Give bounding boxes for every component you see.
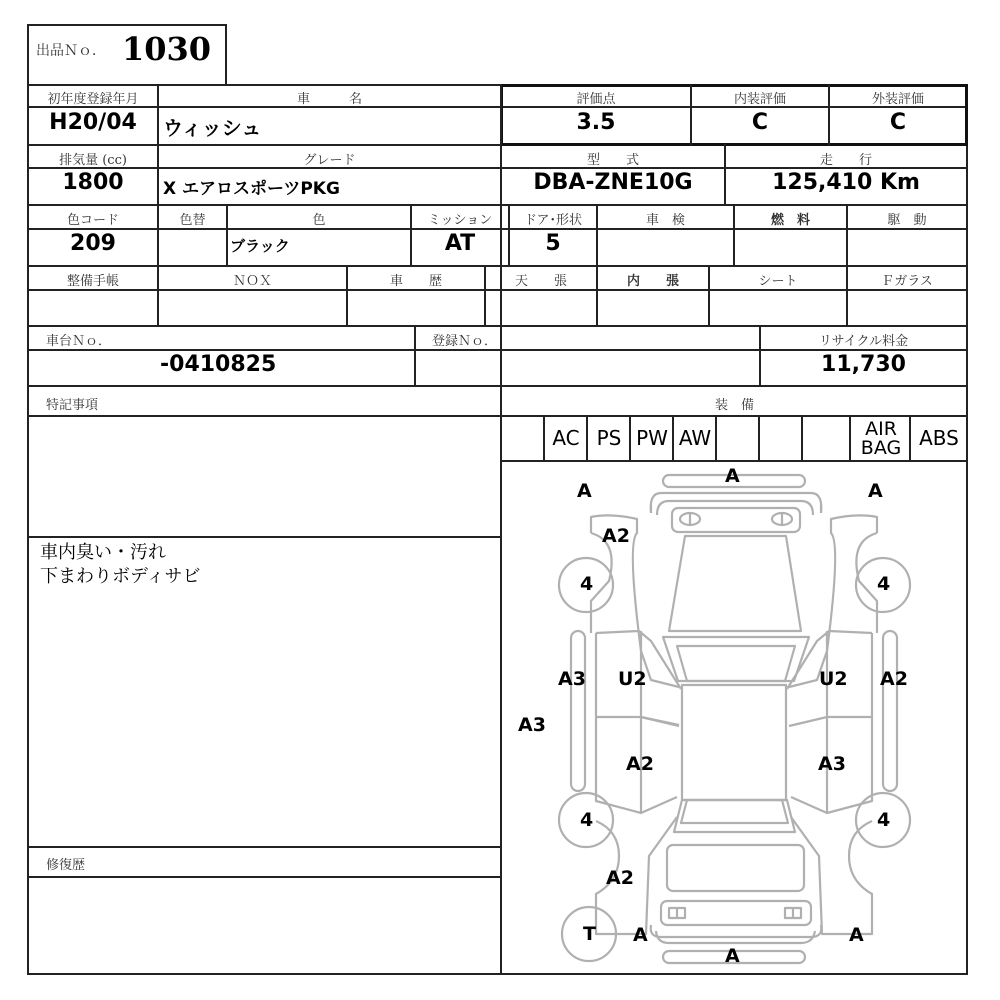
notes-label: 特記事項 — [46, 398, 99, 413]
interior-value: C — [751, 110, 769, 135]
car-diagram — [501, 461, 967, 974]
car-name-label: 車 名 — [296, 92, 362, 107]
rear-window — [669, 536, 801, 631]
rear-bumper — [651, 493, 822, 513]
damage-mark-front-right-tire: 4 — [877, 809, 891, 831]
exterior-label: 外装評価 — [871, 92, 924, 107]
damage-mark-left-front-door: A2 — [626, 753, 654, 775]
equipment-item-aw: AW — [678, 426, 712, 450]
transmission-label: ミッション — [427, 213, 493, 228]
color-value: ブラック — [230, 237, 290, 255]
repair-history-label: 修復歴 — [46, 858, 86, 873]
history-label: 車 歴 — [389, 274, 442, 289]
nox-label: ＮＯＸ — [232, 274, 272, 289]
recycle-fee-label: リサイクル料金 — [818, 334, 909, 349]
displacement-value: 1800 — [62, 170, 124, 195]
damage-mark-spare-tire: T — [583, 923, 596, 945]
score-value: 3.5 — [576, 110, 616, 135]
lot-number-label: 出品Ｎｏ． — [36, 43, 106, 59]
color-code-label: 色コード — [66, 213, 119, 228]
equipment-item-ps: PS — [596, 426, 622, 450]
f-glass-label: Ｆガラス — [881, 274, 933, 289]
damage-mark-right-rocker: A2 — [880, 668, 908, 690]
damage-mark-rear-left-corner: A — [577, 480, 592, 502]
chassis-no-value: -0410825 — [160, 352, 277, 377]
damage-mark-front-left-corner: A — [633, 924, 648, 946]
color-change-label: 色替 — [179, 213, 206, 228]
note-line: 下まわりボディサビ — [40, 566, 201, 587]
damage-mark-left-rocker: A3 — [558, 668, 586, 690]
equipment-item-airbag — [851, 420, 911, 460]
damage-mark-rear-right-corner: A — [868, 480, 883, 502]
model-label: 型 式 — [586, 153, 639, 168]
damage-mark-rear-right-tire: 4 — [877, 573, 891, 595]
damage-mark-front-left-fender: A2 — [606, 867, 634, 889]
interior-label: 内装評価 — [733, 92, 786, 107]
front-bumper — [651, 925, 822, 937]
rear-tail-panel — [672, 508, 800, 532]
fuel-label: 燃 料 — [770, 213, 810, 228]
note-line: 車内臭い・汚れ — [40, 542, 166, 563]
roof — [682, 685, 786, 800]
grade-value: X エアロスポーツPKG — [163, 179, 340, 199]
recycle-fee-value: 11,730 — [821, 352, 906, 377]
airbag-line-1: AIR — [865, 418, 897, 440]
damage-mark-rear-bumper: A — [725, 465, 740, 487]
color-code-value: 209 — [70, 231, 116, 256]
right-doors — [787, 631, 872, 813]
damage-mark-right-rear-door: U2 — [819, 668, 848, 690]
mileage-label: 走 行 — [819, 153, 872, 168]
score-label: 評価点 — [576, 92, 616, 107]
damage-mark-right-front-door: A3 — [818, 753, 846, 775]
damage-mark-left-outside: A3 — [518, 714, 546, 736]
lot-number-value: 1030 — [122, 30, 212, 68]
chassis-no-label: 車台Ｎｏ． — [46, 334, 112, 349]
displacement-label: 排気量 (cc) — [59, 153, 127, 168]
model-value: DBA-ZNE10G — [533, 170, 693, 195]
exterior-value: C — [889, 110, 907, 135]
damage-mark-front-left-tire: 4 — [580, 809, 594, 831]
equipment-item-pw: PW — [636, 426, 668, 450]
transmission-value: AT — [444, 231, 476, 256]
seat-label: シート — [758, 274, 798, 289]
equipment-item-ac: AC — [552, 426, 580, 450]
equipment-label: 装 備 — [714, 398, 754, 413]
airbag-line-2: BAG — [860, 437, 902, 459]
drive-label: 駆 動 — [887, 213, 927, 228]
hood — [667, 845, 804, 891]
color-label: 色 — [312, 213, 326, 228]
roof-lining-label: 天 張 — [514, 274, 567, 289]
interior-trim-label: 内 張 — [626, 274, 679, 289]
damage-mark-front-bumper: A — [725, 945, 740, 967]
damage-mark-rear-left-tire: 4 — [580, 573, 594, 595]
damage-mark-front-right-corner: A — [849, 924, 864, 946]
equipment-item-abs: ABS — [919, 426, 959, 450]
front-grille — [661, 901, 811, 925]
reg-no-label: 登録Ｎｏ． — [432, 334, 498, 349]
reg-date-label: 初年度登録年月 — [47, 92, 139, 107]
right-side-skirt — [883, 631, 897, 791]
grade-label: グレード — [303, 153, 356, 168]
service-book-label: 整備手帳 — [66, 274, 119, 289]
damage-mark-rear-left-quarter: A2 — [602, 525, 630, 547]
doors-value: 5 — [545, 231, 561, 256]
damage-mark-left-rear-door: U2 — [618, 668, 647, 690]
mileage-value: 125,410 Km — [772, 170, 920, 195]
left-side-skirt — [571, 631, 585, 791]
inspection-label: 車 検 — [645, 213, 685, 228]
doors-label: ドア･形状 — [523, 213, 583, 228]
front-roof-edge — [674, 800, 795, 832]
car-name-value: ウィッシュ — [163, 116, 262, 140]
reg-date-value: H20/04 — [49, 110, 137, 135]
